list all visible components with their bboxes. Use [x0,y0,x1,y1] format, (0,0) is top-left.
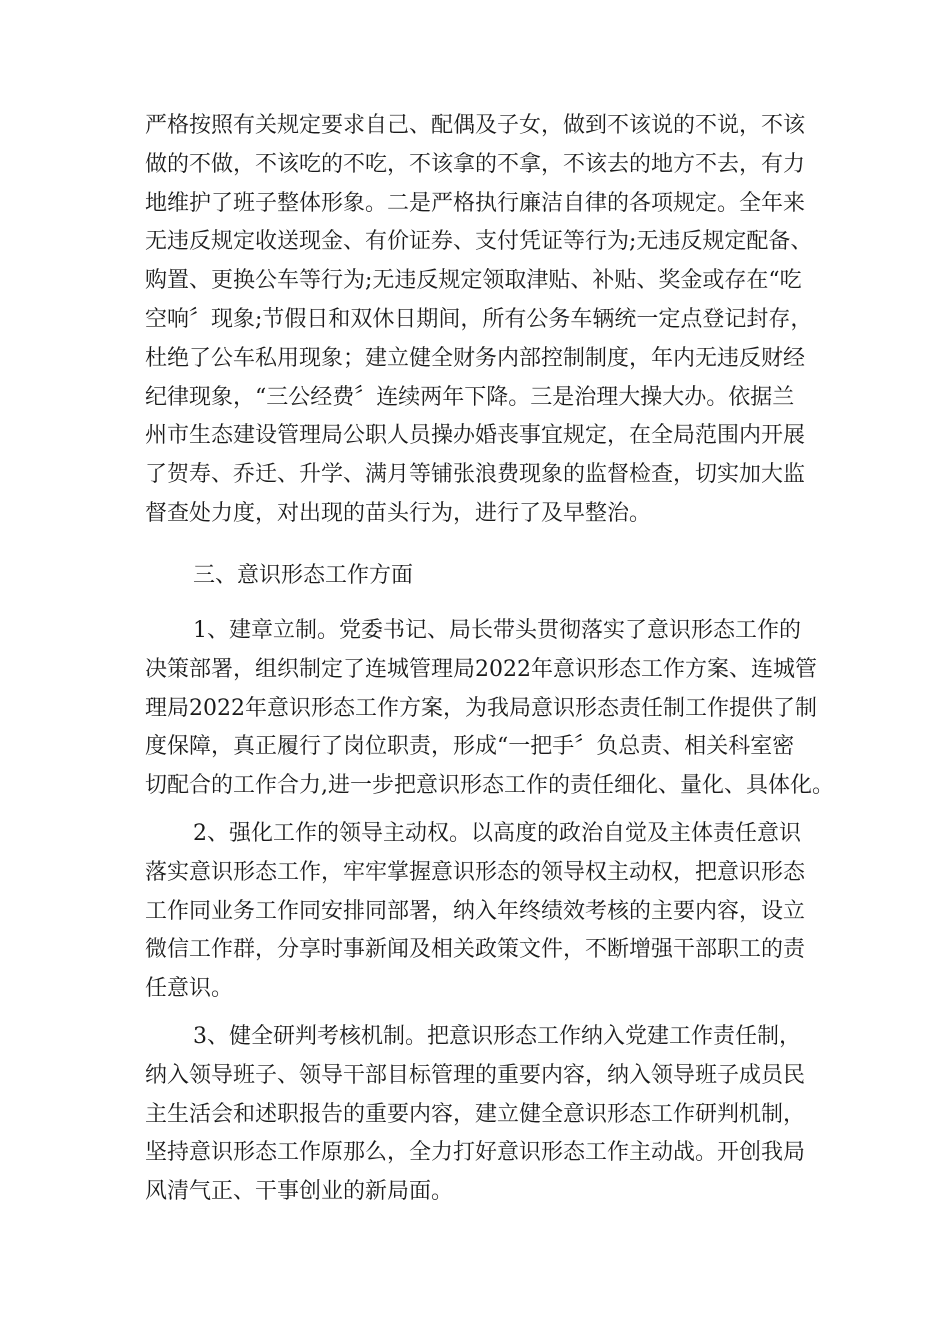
text-line: 决策部署，组织制定了连城管理局2022年意识形态工作方案、连城管 [145,656,817,682]
text-line: 严格按照有关规定要求自己、配偶及子女，做到不该说的不说，不该 [145,113,806,138]
paragraph-integrity [145,107,812,534]
text-line: 无违反规定收送现金、有价证券、支付凭证等行为;无违反规定配备、 [145,229,813,255]
item-leadership-initiative [145,815,805,1009]
text-line: 了贺寿、乔迁、升学、满月等铺张浪费现象的监督检查，切实加大监 [145,462,806,488]
section-heading: 三、意识形态工作方面 [193,563,414,588]
text-line: 微信工作群，分享时事新闻及相关政策文件，不断增强干部职工的责 [145,937,806,963]
text-line: 纪律现象，“三公经费〞连续两年下降。三是治理大操大办。依据兰 [145,384,795,410]
text-line: 空响〞现象;节假日和双休日期间，所有公务车辆统一定点登记封存， [145,306,813,332]
text-line: 购置、更换公车等行为;无违反规定领取津贴、补贴、奖金或存在“吃 [145,268,802,294]
text-line: 3、健全研判考核机制。把意识形态工作纳入党建工作责任制， [193,1024,801,1049]
text-line: 1、建章立制。党委书记、局长带头贯彻落实了意识形态工作的 [193,618,801,643]
text-line: 理局2022年意识形态工作方案，为我局意识形态责任制工作提供了制 [145,695,817,721]
text-line: 杜绝了公车私用现象；建立健全财务内部控制制度，年内无违反财经 [145,345,806,371]
text-line: 度保障，真正履行了岗位职责，形成“一把手〞负总责、相关科室密 [145,734,795,760]
text-line: 州市生态建设管理局公职人员操办婚丧事宜规定，在全局范围内开展 [145,423,806,449]
item-assessment-mechanism [145,1018,805,1212]
text-line: 切配合的工作合力,进一步把意识形态工作的责任细化、量化、具体化。 [145,773,834,799]
text-line: 工作同业务工作同安排同部署，纳入年终绩效考核的主要内容，设立 [145,898,806,924]
text-line: 纳入领导班子、领导干部目标管理的重要内容，纳入领导班子成员民 [145,1062,806,1088]
item-establish-rules [145,612,834,806]
text-line: 坚持意识形态工作原那么，全力打好意识形态工作主动战。开创我局 [145,1140,806,1166]
text-line: 督查处力度，对出现的苗头行为，进行了及早整治。 [145,500,652,526]
text-line: 2、强化工作的领导主动权。以高度的政治自觉及主体责任意识 [193,821,801,846]
text-line: 地维护了班子整体形象。二是严格执行廉洁自律的各项规定。全年来 [145,190,806,216]
text-line: 风清气正、干事创业的新局面。 [145,1179,454,1205]
text-line: 任意识。 [145,976,234,1002]
text-line: 主生活会和述职报告的重要内容，建立健全意识形态工作研判机制， [145,1101,806,1127]
text-line: 做的不做，不该吃的不吃，不该拿的不拿，不该去的地方不去，有力 [145,151,806,177]
text-line: 落实意识形态工作，牢牢掌握意识形态的领导权主动权，把意识形态 [145,859,806,885]
